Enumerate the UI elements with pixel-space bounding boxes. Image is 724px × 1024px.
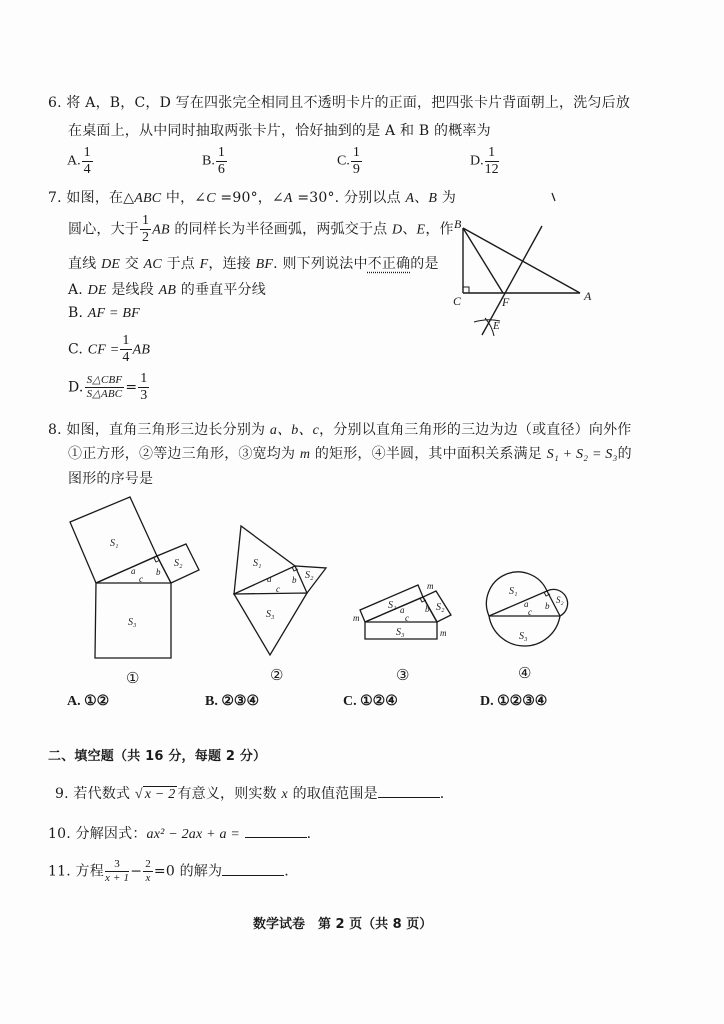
denominator: S△ABC (86, 388, 123, 400)
denominator: 9 (352, 162, 360, 177)
line-de (482, 226, 542, 335)
q8-option-c (343, 693, 398, 710)
side-a (489, 591, 547, 616)
text: . (284, 863, 289, 880)
option-label: A. (67, 153, 81, 169)
label-s2: S₂ (174, 558, 183, 569)
text: 于点 (161, 256, 200, 272)
label-b: b (425, 604, 430, 614)
figure-caption: ④ (518, 666, 532, 682)
fraction (120, 334, 131, 365)
fraction (485, 146, 499, 177)
figure-2-triangles (234, 526, 326, 655)
text: 有意义，则实数 (177, 786, 282, 802)
text: 的同样长为半径画弧，两弧交于点 (169, 221, 393, 238)
option-label: A. (67, 694, 85, 709)
var: AB (158, 283, 177, 298)
text: 、 (402, 221, 417, 238)
q6-line2 (68, 120, 491, 140)
fraction (105, 859, 129, 884)
q9-line (55, 783, 444, 803)
q6-option-b (202, 146, 228, 177)
text: ，作 (425, 221, 454, 238)
text: 分解因式： (75, 826, 147, 842)
q8-line1 (48, 419, 632, 439)
section-title (48, 745, 266, 764)
expression: CF = (87, 342, 120, 358)
text: 的垂直平分线 (176, 282, 266, 298)
label-s3: S₃ (519, 631, 528, 642)
fraction (140, 214, 151, 245)
denominator: 4 (83, 162, 91, 177)
footer-text: 数学试卷 第 2 页（共 8 页） (253, 917, 433, 932)
text: 的矩形，④半圆，其中面积关系满足 (310, 446, 547, 462)
q8-figures (55, 500, 585, 687)
text: . (306, 826, 312, 842)
numerator: S△CBF (86, 374, 123, 386)
figure-1-squares (70, 497, 199, 658)
fraction (82, 146, 93, 177)
label-b: b (156, 567, 161, 577)
fraction (216, 146, 227, 177)
q7-option-c (68, 334, 150, 365)
segment-ba (463, 228, 580, 293)
fraction (138, 372, 149, 403)
label-e: E (493, 320, 500, 332)
text: 如图，直角三角形三边长分别为 (66, 422, 270, 438)
numerator: 3 (105, 859, 129, 872)
numerator: 1 (140, 371, 148, 386)
numerator: 1 (217, 145, 225, 160)
option-label: C. (343, 694, 361, 709)
q8-option-a (67, 693, 109, 710)
label-s2: S₂ (436, 602, 445, 613)
q6-text-line2: 在桌面上，从中同时抽取两张卡片，恰好抽到的是 A 和 B 的概率为 (68, 123, 491, 139)
right-angle-mark (463, 287, 469, 293)
q8-line3 (68, 468, 153, 488)
answer-blank[interactable] (378, 785, 440, 798)
q7-option-b (68, 305, 140, 322)
minus: − (130, 863, 143, 880)
option-label: B. (202, 153, 215, 169)
label-s3: S₃ (266, 609, 275, 620)
label-f: F (502, 295, 510, 309)
square-root: √ x − 2 (134, 787, 176, 802)
label-a: a (131, 566, 136, 576)
text: . (439, 786, 445, 802)
q6-option-c (337, 146, 363, 177)
text: 的 (617, 446, 632, 462)
page-footer (253, 913, 432, 932)
emphasis-text: 不正确 (367, 256, 411, 272)
var: x (281, 787, 288, 802)
option-value: ②③④ (221, 694, 259, 709)
label-c: C (453, 294, 462, 308)
q6-option-d (470, 146, 500, 177)
option-label: D. (470, 153, 484, 169)
q6-line1 (48, 92, 630, 112)
var: m (299, 447, 311, 462)
q11-number: 11. (48, 863, 71, 880)
var: F (199, 257, 209, 272)
q7-option-a (68, 279, 266, 299)
formula: S₁ + S₂ = S₃ (546, 447, 618, 462)
var: D (392, 222, 403, 238)
q6-number: 6. (48, 95, 62, 111)
q8-number: 8. (48, 422, 62, 438)
q6-text-line1: 将 A，B，C，D 写在四张完全相同且不透明卡片的正面，把四张卡片背面朝上，洗匀后放 (66, 95, 631, 111)
var: AB (152, 222, 170, 238)
fraction (143, 859, 153, 884)
var: DE (87, 283, 107, 298)
label-c: c (528, 607, 532, 617)
var: A (405, 191, 415, 206)
q6-option-a (67, 146, 94, 177)
label-c: c (405, 613, 409, 623)
q8-option-b (205, 693, 259, 710)
expression: ax² − 2ax + a = (146, 827, 240, 842)
figure-caption: ① (126, 671, 140, 687)
text: 的取值范围是 (287, 786, 378, 802)
denominator: 12 (484, 162, 499, 177)
text: . 则下列说法中 (273, 256, 368, 272)
figure-caption: ② (270, 668, 284, 684)
numerator: 1 (352, 145, 360, 160)
option-label: C. (68, 341, 88, 358)
denominator: x (145, 872, 151, 884)
label-b: b (292, 575, 297, 585)
text: 的是 (410, 256, 439, 272)
var: C (206, 191, 216, 206)
option-label: C. (337, 153, 350, 169)
option-label: B. (205, 694, 222, 709)
var: DE (101, 257, 121, 272)
stray-mark (552, 193, 555, 201)
q11-line (48, 859, 289, 884)
q8-option-d (480, 693, 547, 710)
numerator: 2 (145, 858, 151, 870)
text: 为 (437, 190, 457, 206)
var: A (283, 191, 293, 206)
var: E (416, 222, 426, 238)
label-b: b (545, 601, 550, 611)
text: 中，∠ (161, 190, 207, 206)
text: 、 (414, 190, 429, 206)
text: 若代数式 (73, 786, 135, 802)
segment-bf (463, 228, 503, 293)
var: AC (143, 257, 162, 272)
label-s3: S₃ (128, 617, 137, 628)
option-value: ①②③④ (497, 694, 548, 709)
q8-line2 (68, 443, 632, 463)
radicand: x − 2 (144, 787, 176, 802)
fraction (85, 375, 125, 400)
text: 直线 (68, 256, 102, 272)
q7-triangle-figure (440, 185, 610, 345)
text: ，连接 (208, 256, 256, 272)
text: ，分别以直角三角形的三边为边（或直径）向外作 (319, 422, 632, 438)
denominator: 3 (140, 388, 148, 403)
option-label: B. (68, 305, 88, 321)
q9-number: 9. (55, 786, 69, 802)
equals: = (125, 379, 138, 396)
numerator: 1 (142, 213, 150, 228)
label-a: A (584, 289, 592, 303)
option-value: ①② (84, 694, 110, 709)
text: 方程 (75, 863, 104, 880)
label-c: c (276, 584, 280, 594)
q7-line1 (48, 187, 456, 207)
numerator: 1 (122, 333, 130, 348)
label-m: m (353, 613, 360, 623)
var: a、b、c (269, 423, 320, 438)
q7-line3 (68, 253, 439, 273)
denominator: 4 (122, 350, 130, 365)
numerator: 1 (83, 145, 91, 160)
option-label: A. (68, 282, 88, 298)
text: =0 的解为 (153, 863, 223, 880)
side-a (96, 556, 157, 583)
triangle-s3 (234, 593, 307, 655)
var: BF (255, 257, 274, 272)
label-s1: S₁ (110, 538, 119, 549)
text: ①正方形，②等边三角形，③宽均为 (68, 446, 300, 462)
q7-option-d (68, 372, 150, 403)
option-value: ①②④ (360, 694, 398, 709)
fraction (351, 146, 362, 177)
var: B (428, 191, 438, 206)
text: =30°. 分别以点 (292, 190, 406, 206)
q7-number: 7. (48, 190, 62, 206)
triangle-s1 (234, 526, 295, 594)
text: 如图，在△ (66, 190, 135, 206)
label-a: a (267, 574, 272, 584)
answer-blank[interactable] (245, 825, 307, 838)
label-m: m (427, 581, 434, 591)
text: 是线段 (106, 282, 159, 298)
text: 圆心，大于 (68, 221, 139, 238)
label-m: m (440, 628, 447, 638)
label-s2: S₂ (556, 595, 564, 605)
q7-line2 (68, 214, 454, 245)
label-s1: S₁ (388, 600, 397, 611)
label-a: a (524, 599, 529, 609)
label-b: B (454, 217, 462, 231)
option-label: D. (68, 379, 84, 396)
figure-caption: ③ (396, 668, 410, 684)
label-s1: S₁ (509, 586, 518, 597)
label-a: a (400, 605, 405, 615)
numerator: 1 (485, 146, 499, 162)
denominator: 2 (142, 230, 150, 245)
label-s2: S₂ (305, 570, 314, 581)
var: ABC (134, 191, 162, 206)
text: 图形的序号是 (68, 471, 154, 487)
denominator: x + 1 (104, 872, 130, 884)
expression: AB (132, 342, 151, 358)
text: 交 (120, 256, 144, 272)
answer-blank[interactable] (222, 863, 284, 876)
option-label: D. (480, 694, 498, 709)
label-c: c (139, 574, 143, 584)
label-s1: S₁ (253, 558, 262, 569)
denominator: 6 (217, 162, 225, 177)
section-title-text: 二、填空题（共 16 分，每题 2 分） (48, 749, 267, 764)
q10-line (48, 823, 311, 843)
label-s3: S₃ (396, 627, 405, 638)
q10-number: 10. (48, 826, 71, 842)
text: =90°，∠ (215, 190, 284, 206)
expression: AF = BF (87, 306, 140, 321)
